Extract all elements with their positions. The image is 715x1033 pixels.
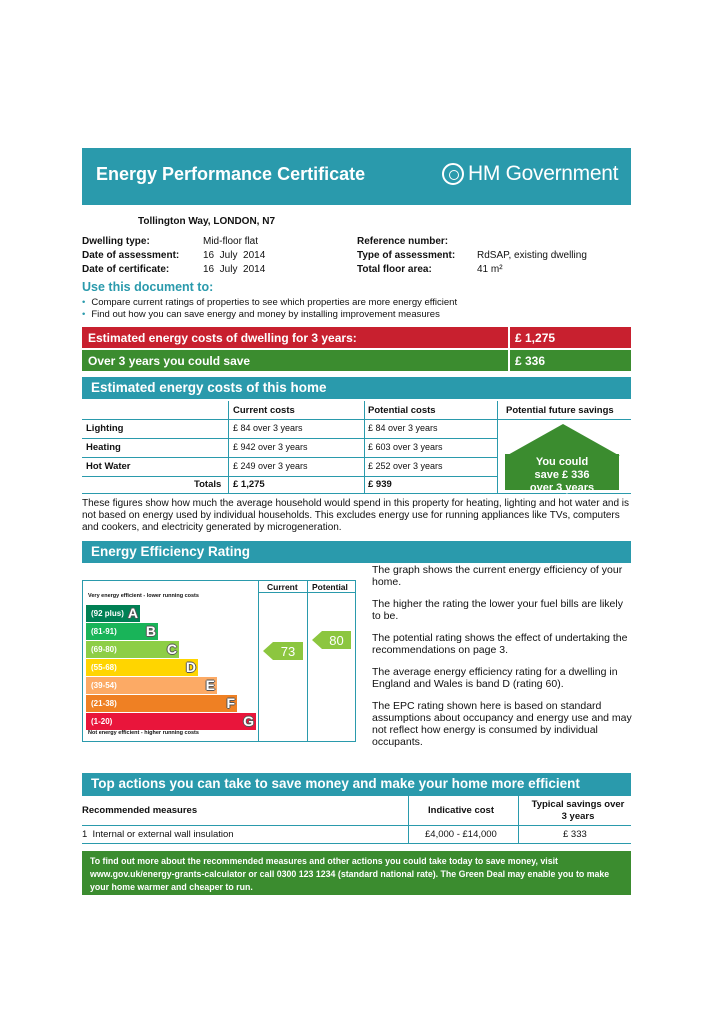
assessment-type-value: RdSAP, existing dwelling: [477, 250, 587, 261]
col-recommended-measures: Recommended measures: [82, 805, 198, 816]
savings-callout: You could save £ 336 over 3 years: [505, 454, 619, 490]
hot-water-current: £ 249 over 3 years: [233, 461, 308, 471]
totals-current: £ 1,275: [233, 479, 265, 490]
costs-note: These figures show how much the average household would spend in this property for heating, lighting and hot water and is not based on energy used by individual households. This excludes energy use for running appliances like TVs, computers and cookers, and electricity generated by microgeneration.: [82, 498, 630, 533]
col-current-costs: Current costs: [233, 405, 295, 416]
estimated-cost-value: £ 1,275: [515, 331, 556, 345]
floor-area-label: Total floor area:: [357, 264, 432, 275]
band-letter: A: [127, 605, 138, 621]
divider: [508, 327, 510, 348]
top-caption: Very energy efficient - lower running costs: [88, 593, 199, 599]
current-rating-arrow: [273, 642, 303, 660]
divider: [508, 350, 510, 371]
heating-potential: £ 603 over 3 years: [368, 442, 443, 452]
dwelling-type-label: Dwelling type:: [82, 236, 150, 247]
property-address: Tollington Way, LONDON, N7: [138, 216, 276, 227]
assessment-date-label: Date of assessment:: [82, 250, 180, 261]
explanation-paragraph: The higher the rating the lower your fuel bills are likely to be.: [372, 598, 623, 622]
band-range: (69-80): [91, 645, 117, 654]
potential-column: [307, 580, 356, 742]
rating-band-b: [86, 623, 158, 640]
explanation-paragraph: The average energy efficiency rating for a dwelling in England and Wales is band D (rating 60).: [372, 666, 618, 690]
row-label-heating: Heating: [86, 442, 121, 453]
rating-band-f: [86, 695, 237, 712]
potential-rating-arrow: [322, 631, 351, 649]
savings-arrow-icon: [506, 424, 620, 456]
hot-water-potential: £ 252 over 3 years: [368, 461, 443, 471]
lighting-potential: £ 84 over 3 years: [368, 423, 438, 433]
reference-label: Reference number:: [357, 236, 449, 247]
col-potential-costs: Potential costs: [368, 405, 436, 416]
band-range: (81-91): [91, 627, 117, 636]
royal-crest-icon: [442, 163, 464, 185]
current-column-label: Current: [267, 582, 298, 592]
measure-savings: £ 333: [563, 829, 587, 840]
page-title: Energy Performance Certificate: [96, 164, 366, 184]
actions-heading: Top actions you can take to save money and make your home more efficient: [91, 776, 580, 791]
explanation-paragraph: The potential rating shows the effect of undertaking the recommendations on page 3.: [372, 632, 628, 656]
rating-band-c: [86, 641, 179, 658]
rating-band-g: [86, 713, 256, 730]
savings-label: Over 3 years you could save: [88, 354, 251, 368]
use-document-heading: Use this document to:: [82, 280, 214, 294]
bullet-dot-icon: •: [82, 297, 86, 308]
measure-cost: £4,000 - £14,000: [425, 829, 497, 840]
band-letter: D: [185, 659, 196, 675]
totals-potential: £ 939: [368, 479, 392, 490]
assessment-date-value: 16 July 2014: [203, 250, 266, 261]
explanation-paragraph: The graph shows the current energy efficiency of your home.: [372, 564, 623, 588]
certificate-date-label: Date of certificate:: [82, 264, 170, 275]
certificate-date-value: 16 July 2014: [203, 264, 266, 275]
rating-explanations: [372, 564, 632, 748]
heating-current: £ 942 over 3 years: [233, 442, 308, 452]
assessment-type-label: Type of assessment:: [357, 250, 456, 261]
lighting-current: £ 84 over 3 years: [233, 423, 303, 433]
band-letter: G: [243, 713, 254, 729]
bullet-dot-icon: •: [82, 309, 86, 320]
estimated-cost-label: Estimated energy costs of dwelling for 3 years:: [88, 331, 357, 345]
green-deal-footer: To find out more about the recommended measures and other actions you could take today to save money, visit www.gov.uk/energy-grants-calculator or call 0300 123 1234 (standard national rate). The Green Deal may enable you to make your home warmer and cheaper to run.: [82, 851, 631, 895]
col-typical-savings: Typical savings over 3 years: [531, 799, 625, 822]
dwelling-type-value: Mid-floor flat: [203, 236, 259, 247]
band-letter: F: [226, 695, 235, 711]
rating-band-e: [86, 677, 217, 694]
potential-rating-value: 80: [329, 632, 344, 648]
bullet-item: • Find out how you can save energy and money by installing improvement measures: [82, 309, 440, 320]
col-future-savings: Potential future savings: [506, 405, 614, 416]
floor-area-value: 41 m²: [477, 264, 503, 275]
costs-heading: Estimated energy costs of this home: [91, 380, 327, 395]
savings-value: £ 336: [515, 354, 546, 368]
rating-band-d: [86, 659, 198, 676]
rating-heading: Energy Efficiency Rating: [91, 544, 251, 559]
totals-label: Totals: [194, 479, 222, 490]
band-range: (39-54): [91, 681, 117, 690]
band-range: (55-68): [91, 663, 117, 672]
current-column: [258, 580, 308, 742]
rating-band-a: [86, 605, 140, 622]
row-label-lighting: Lighting: [86, 423, 124, 434]
bottom-caption: Not energy efficient - higher running costs: [88, 730, 199, 736]
potential-column-label: Potential: [312, 582, 348, 592]
band-letter: B: [145, 623, 156, 639]
band-range: (92 plus): [91, 609, 124, 618]
band-range: (1-20): [91, 717, 113, 726]
row-label-hot-water: Hot Water: [86, 461, 131, 472]
current-rating-value: 73: [280, 643, 296, 659]
band-range: (21-38): [91, 699, 117, 708]
band-letter: C: [166, 641, 177, 657]
col-indicative-cost: Indicative cost: [428, 805, 494, 816]
actions-table: [82, 796, 631, 844]
band-letter: E: [205, 677, 215, 693]
explanation-paragraph: The EPC rating shown here is based on standard assumptions about occupancy and energy use and may not reflect how energy is consumed by individual occupants.: [372, 700, 632, 748]
hm-government-logo: [442, 162, 618, 186]
logo-text: HM Government: [468, 162, 619, 185]
bullet-item: • Compare current ratings of properties to see which properties are more energy efficient: [82, 297, 458, 308]
measure-name: 1 Internal or external wall insulation: [82, 829, 234, 840]
